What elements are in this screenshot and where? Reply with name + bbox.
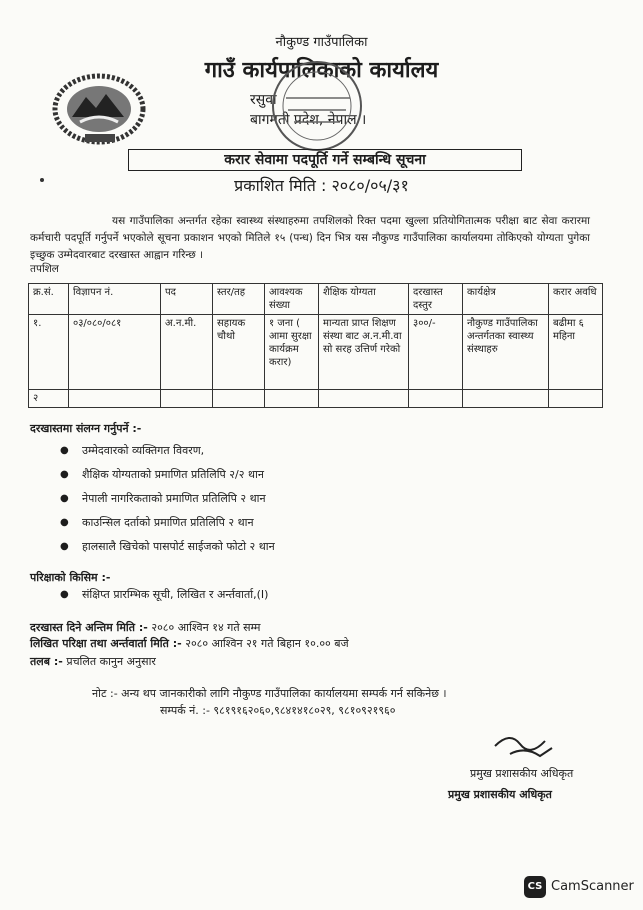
office-name: गाउँ कार्यपालिकाको कार्यालय (204, 58, 439, 83)
table-header: दरखास्त दस्तुर (409, 284, 463, 315)
table-cell: सहायक चौथो (213, 315, 265, 390)
list-item: ● हालसालै खिचेको पासपोर्ट साईजको फोटो २ थान (60, 537, 275, 561)
table-cell: अ.न.मी. (161, 315, 213, 390)
deadline-value: २०८० आश्विन १४ गते सम्म (151, 621, 261, 634)
table-cell: १ जना ( आमा सुरक्षा कार्यक्रम करार) (265, 315, 319, 390)
camscanner-watermark: CamScanner (551, 879, 634, 894)
attachments-heading: दरखास्तमा संलग्न गर्नुपर्ने :- (30, 422, 142, 435)
note-text: नोट :- अन्य थप जानकारीको लागि नौकुण्ड गाउँपालिका कार्यालयमा सम्पर्क गर्न सकिनेछ । (92, 687, 447, 700)
attachments-list (60, 441, 275, 561)
list-item: ● उम्मेदवारको व्यक्तिगत विवरण, (60, 441, 275, 465)
table-cell: २ (29, 390, 69, 408)
salary-line (30, 654, 156, 670)
vacancy-table (28, 283, 603, 408)
table-cell (463, 390, 549, 408)
exam-type-list (60, 586, 268, 604)
table-cell: ०३/०८०/०८१ (69, 315, 161, 390)
exam-date-value: २०८० आश्विन २१ गते बिहान १०.०० बजे (185, 637, 349, 650)
table-cell (409, 390, 463, 408)
table-cell (213, 390, 265, 408)
table-header: पद (161, 284, 213, 315)
table-header: करार अवधि (549, 284, 603, 315)
province-name: बागमती प्रदेश, नेपाल । (250, 112, 367, 128)
salary-value: प्रचलित कानुन अनुसार (66, 655, 156, 668)
table-header: स्तर/तह (213, 284, 265, 315)
table-cell: ३००/- (409, 315, 463, 390)
municipality-name: नौकुण्ड गाउँपालिका (275, 35, 368, 50)
exam-date-label: लिखित परिक्षा तथा अर्न्तवार्ता मिति :- (30, 637, 182, 650)
exam-date-line (30, 636, 349, 652)
contact-numbers: सम्पर्क नं. :- ९८१९१६२०६०,९८४१४१८०२९, ९८१०९२१९६० (160, 704, 396, 717)
table-cell: १. (29, 315, 69, 390)
table-header: आवश्यक संख्या (265, 284, 319, 315)
camscanner-logo-icon: CS (524, 876, 546, 898)
list-item: ● संक्षिप्त प्रारम्भिक सूची, लिखित र अर्न्तवार्ता,(I) (60, 586, 268, 604)
exam-type-heading: परिक्षाको किसिम :- (30, 571, 111, 584)
table-cell (265, 390, 319, 408)
notice-title: करार सेवामा पदपूर्ति गर्ने सम्बन्धि सूचना (128, 149, 522, 171)
table-row (29, 390, 603, 408)
table-header: विज्ञापन नं. (69, 284, 161, 315)
table-cell: मान्यता प्राप्त शिक्षण संस्था बाट अ.न.मी.वा सो सरह उत्तिर्ण गरेको (319, 315, 409, 390)
signer-title: प्रमुख प्रशासकीय अधिकृत (448, 788, 552, 801)
list-item: ● शैक्षिक योग्यताको प्रमाणित प्रतिलिपि २/२ थान (60, 465, 275, 489)
signature-icon (490, 726, 560, 766)
signer-title-handwritten: प्रमुख प्रशासकीय अधिकृत (470, 767, 574, 780)
intro-paragraph: यस गाउँपालिका अन्तर्गत रहेका स्वास्थ्य संस्थाहरुमा तपशिलको रिक्त पदमा खुल्ला प्रतियोगितात्मक परीक्षा बाट सेवा करारमा कर्मचारी पदपूर्ति गर्नुपर्ने भएकोले सूचना प्रकाशन भएको मितिले १५ (पन्ध) दिन भित्र यस नौकुण्ड गाउँपालिका कार्यालयमा तोकिएको योग्यता पुगेका इच्छुक उम्मेदवारबाट दरखास्त आह्वान गरिन्छ । (30, 215, 590, 261)
table-caption: तपशिल (30, 263, 59, 275)
municipality-logo-icon (50, 72, 148, 146)
table-cell (319, 390, 409, 408)
deadline-line (30, 620, 260, 636)
table-cell: बढीमा ६ महिना (549, 315, 603, 390)
table-cell (549, 390, 603, 408)
table-cell (69, 390, 161, 408)
table-header-row (29, 284, 603, 315)
list-item: ● नेपाली नागरिकताको प्रमाणित प्रतिलिपि २ थान (60, 489, 275, 513)
table-header: क्र.सं. (29, 284, 69, 315)
published-date: प्रकाशित मिति : २०८०/०५/३१ (234, 176, 409, 195)
list-item: ● काउन्सिल दर्ताको प्रमाणित प्रतिलिपि २ थान (60, 513, 275, 537)
deadline-label: दरखास्त दिने अन्तिम मिति :- (30, 621, 148, 634)
salary-label: तलब :- (30, 655, 63, 668)
table-cell (161, 390, 213, 408)
table-cell: नौकुण्ड गाउँपालिका अन्तर्गतका स्वास्थ्य संस्थाहरु (463, 315, 549, 390)
table-row (29, 315, 603, 390)
table-header: शैक्षिक योग्यता (319, 284, 409, 315)
district-name: रसुवा (250, 92, 277, 108)
office-seal-stamp-icon (258, 58, 376, 154)
table-header: कार्यक्षेत्र (463, 284, 549, 315)
